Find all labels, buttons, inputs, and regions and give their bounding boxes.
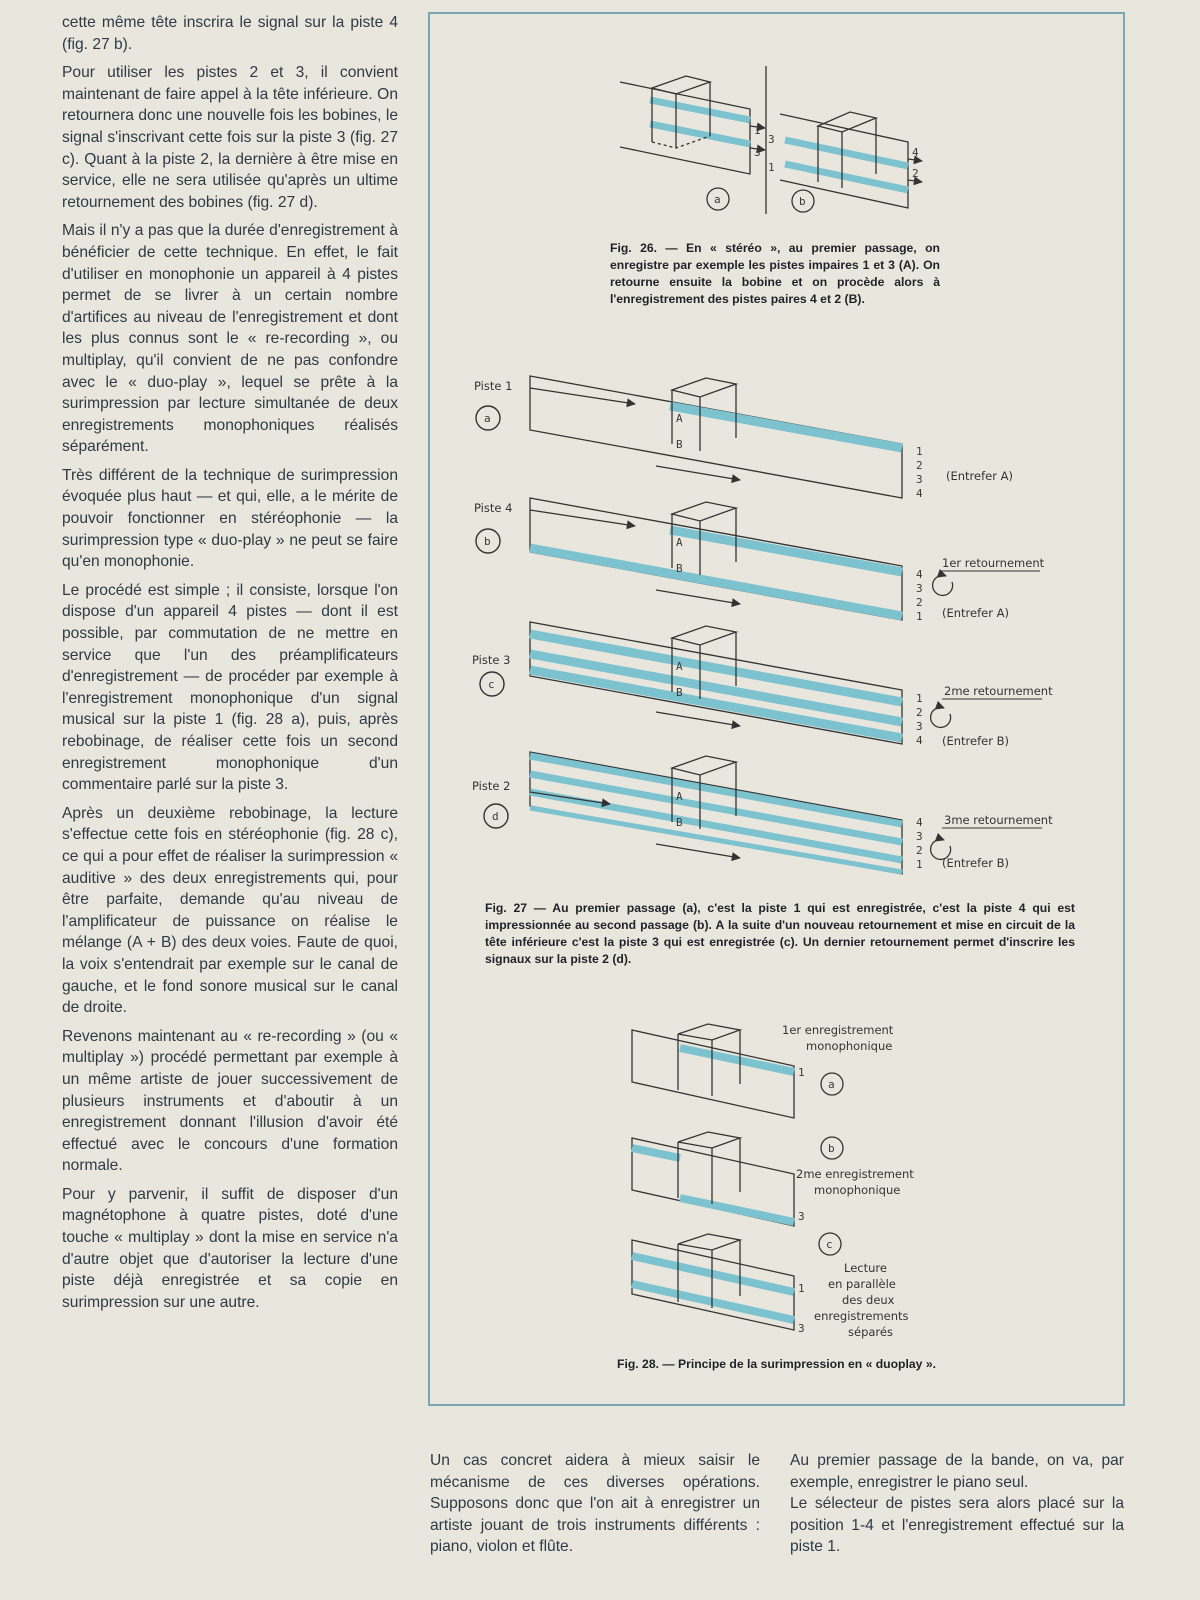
bottom-text-col1: Un cas concret aidera à mieux saisir le mécanisme de ces diverses opérations. Supposons donc que l'on ait à enregistrer un artiste jouant de trois instruments différents : piano, violon et flûte. — [430, 1452, 760, 1556]
track-number: 3 — [916, 830, 923, 843]
head-label-a: A — [676, 790, 683, 803]
fig26-caption: Fig. 26. — En « stéréo », au premier passage, on enregistre par exemple les pistes impaires 1 et 3 (A). On retourne ensuite la bobine et on procède alors à l'enregistrement des pistes paires 4 et 2 (B). — [610, 241, 940, 306]
fig27-letter-c: c — [488, 678, 495, 691]
fig26-track-label: 3 — [768, 133, 775, 146]
fig27-note: 1er retournement — [942, 556, 1045, 570]
head-label-b: B — [676, 816, 683, 829]
fig28-note: en parallèle — [828, 1277, 896, 1291]
fig28-note: monophonique — [806, 1039, 893, 1053]
track-number: 1 — [916, 692, 923, 705]
paragraph: Au premier passage de la bande, on va, par exemple, enregistrer le piano seul. — [790, 1452, 1124, 1491]
paragraph: cette même tête inscrira le signal sur la piste 4 (fig. 27 b). — [62, 14, 398, 53]
fig28-panel-c — [632, 1233, 841, 1330]
fig27-panel-a — [476, 376, 902, 498]
fig27-note: 3me retournement — [944, 813, 1053, 827]
fig28-letter-a: a — [828, 1078, 835, 1091]
fig28-note: des deux — [842, 1293, 895, 1307]
track-number: 1 — [916, 858, 923, 871]
paragraph: Revenons maintenant au « re-recording » (ou « multiplay ») procédé permettant par exemple à un même artiste de jouer successivement de plusieurs instruments et d'aboutir à un enregistrement donnant l'illusion d'avoir été effectué avec le concours d'une formation normale. — [62, 1027, 398, 1175]
fig27-letter-a: a — [484, 412, 491, 425]
fig28-track: 3 — [798, 1322, 805, 1335]
paragraph: Le sélecteur de pistes sera alors placé sur la position 1-4 et l'enregistrement effectué sur la piste 1. — [790, 1495, 1124, 1556]
paragraph: Mais il n'y a pas que la durée d'enregistrement à bénéficier de cette technique. En effet, le fait d'utiliser en monophonie un appareil à 4 pistes permet de se livrer à un certain nombre d'artifices au niveau de l'enregistrement et dont les plus connus sont le « re-recording », ou multiplay, qu'il convient de ne pas confondre avec le « duo-play », lequel se prête à la surimpression par lecture simultanée de deux enregistrements monophoniques réalisés séparément. — [62, 222, 398, 456]
fig28-track: 1 — [798, 1282, 805, 1295]
head-label-a: A — [676, 660, 683, 673]
fig27-entrefer: (Entrefer A) — [946, 469, 1013, 483]
track-number: 3 — [916, 473, 923, 486]
paragraph: Après un deuxième rebobinage, la lecture s'effectue cette fois en stéréophonie (fig. 28 c), ce qui a pour effet de réaliser la surimpression « auditive » des deux enregistrements qui, pour être parfaite, demande qu'au niveau de l'amplificateur de puissance on réalise le mélange (A + B) des deux voies. Faute de quoi, la voix s'entendrait par exemple sur le canal de gauche, et le fond sonore musical sur le canal de droite. — [62, 804, 398, 1017]
track-number: 4 — [916, 487, 923, 500]
fig27-letter-d: d — [492, 810, 499, 823]
track-number: 1 — [916, 610, 923, 623]
paragraph: Très différent de la technique de surimpression évoquée plus haut — et qui, elle, a le mérite de pouvoir fonctionner en stéréophonie — la surimpression type « duo-play » ne peut se faire qu'en monophonie. — [62, 466, 398, 571]
head-label-b: B — [676, 438, 683, 451]
fig27-piste-label: Piste 4 — [474, 501, 513, 515]
fig28-note: séparés — [848, 1325, 893, 1339]
fig27-piste-label: Piste 1 — [474, 379, 513, 393]
paragraph: Le procédé est simple ; il consiste, lorsque l'on dispose d'un appareil 4 pistes — dont il est possible, par commutation de ne mettre en service que l'un des préamplificateurs d'enregistrement — de procéder par exemple à l'enregistrement monophonique d'un signal musical sur la piste 1 (fig. 28 a), puis, après rebobinage, de réaliser cette fois un second enregistrement monophonique d'un commentaire parlé sur la piste 3. — [62, 581, 398, 794]
bottom-text-col2 — [790, 1450, 1124, 1558]
fig26-label-b: b — [799, 195, 806, 208]
track-number: 4 — [916, 734, 923, 747]
fig27-panel-c — [480, 622, 1042, 744]
fig28-caption: Fig. 28. — Principe de la surimpression en « duoplay ». — [617, 1357, 936, 1371]
fig28-note: 1er enregistrement — [782, 1023, 894, 1037]
fig27-entrefer: (Entrefer B) — [942, 734, 1009, 748]
track-number: 2 — [916, 844, 923, 857]
fig28-track: 1 — [798, 1066, 805, 1079]
track-number: 2 — [916, 459, 923, 472]
fig26-track-label: 4 — [912, 146, 919, 159]
track-number: 1 — [916, 445, 923, 458]
fig27-caption: Fig. 27 — Au premier passage (a), c'est la piste 1 qui est enregistrée, c'est la piste 4 qui est impressionnée au second passage (b). A la suite d'un nouveau retournement et mise en circuit de la tête inférieure c'est la piste 3 qui est enregistrée (c). Un dernier retournement permet d'inscrire les signaux sur la piste 2 (d). — [485, 901, 1075, 966]
paragraph: Pour utiliser les pistes 2 et 3, il convient maintenant de faire appel à la tête inférieure. On retournera donc une nouvelle fois les bobines, le signal s'inscrivant cette fois sur la piste 3 (fig. 27 c). Quant à la piste 2, la dernière à être mise en service, elle ne sera utilisée qu'après un ultime retournement des bobines (fig. 27 d). — [62, 64, 398, 211]
fig27-note: 2me retournement — [944, 684, 1053, 698]
left-text-column — [62, 12, 398, 1320]
track-number: 2 — [916, 706, 923, 719]
fig28-note: Lecture — [844, 1261, 887, 1275]
fig27-entrefer: (Entrefer B) — [942, 856, 1009, 870]
fig26-track-label: 1 — [768, 161, 775, 174]
track-number: 4 — [916, 816, 923, 829]
track-number: 2 — [916, 596, 923, 609]
track-number: 4 — [916, 568, 923, 581]
track-number: 3 — [916, 582, 923, 595]
figures-illustration — [430, 14, 1127, 1408]
fig27-piste-label: Piste 3 — [472, 653, 511, 667]
head-label-b: B — [676, 562, 683, 575]
fig26-label-a: a — [714, 193, 721, 206]
fig26-track-label: 1 — [754, 124, 761, 137]
figure-frame — [428, 12, 1125, 1406]
fig28-track: 3 — [798, 1210, 805, 1223]
paragraph: Pour y parvenir, il suffit de disposer d'un magnétophone à quatre pistes, doté d'une touche « multiplay » dont la mise en service n'a d'autre objet que d'autoriser la lecture d'une piste déjà enregistrée et sa copie en surimpression sur une autre. — [62, 1185, 398, 1311]
fig26-track-label: 3 — [754, 146, 761, 159]
fig27-piste-label: Piste 2 — [472, 779, 511, 793]
track-number: 3 — [916, 720, 923, 733]
fig26-track-label: 2 — [912, 167, 919, 180]
fig28-note: monophonique — [814, 1183, 901, 1197]
head-label-a: A — [676, 536, 683, 549]
fig28-note: 2me enregistrement — [796, 1167, 914, 1181]
fig27-letter-b: b — [484, 535, 491, 548]
head-label-b: B — [676, 686, 683, 699]
fig28-letter-c: c — [826, 1238, 833, 1251]
fig28-note: enregistrements — [814, 1309, 909, 1323]
fig27-entrefer: (Entrefer A) — [942, 606, 1009, 620]
head-label-a: A — [676, 412, 683, 425]
fig28-letter-b: b — [828, 1142, 835, 1155]
